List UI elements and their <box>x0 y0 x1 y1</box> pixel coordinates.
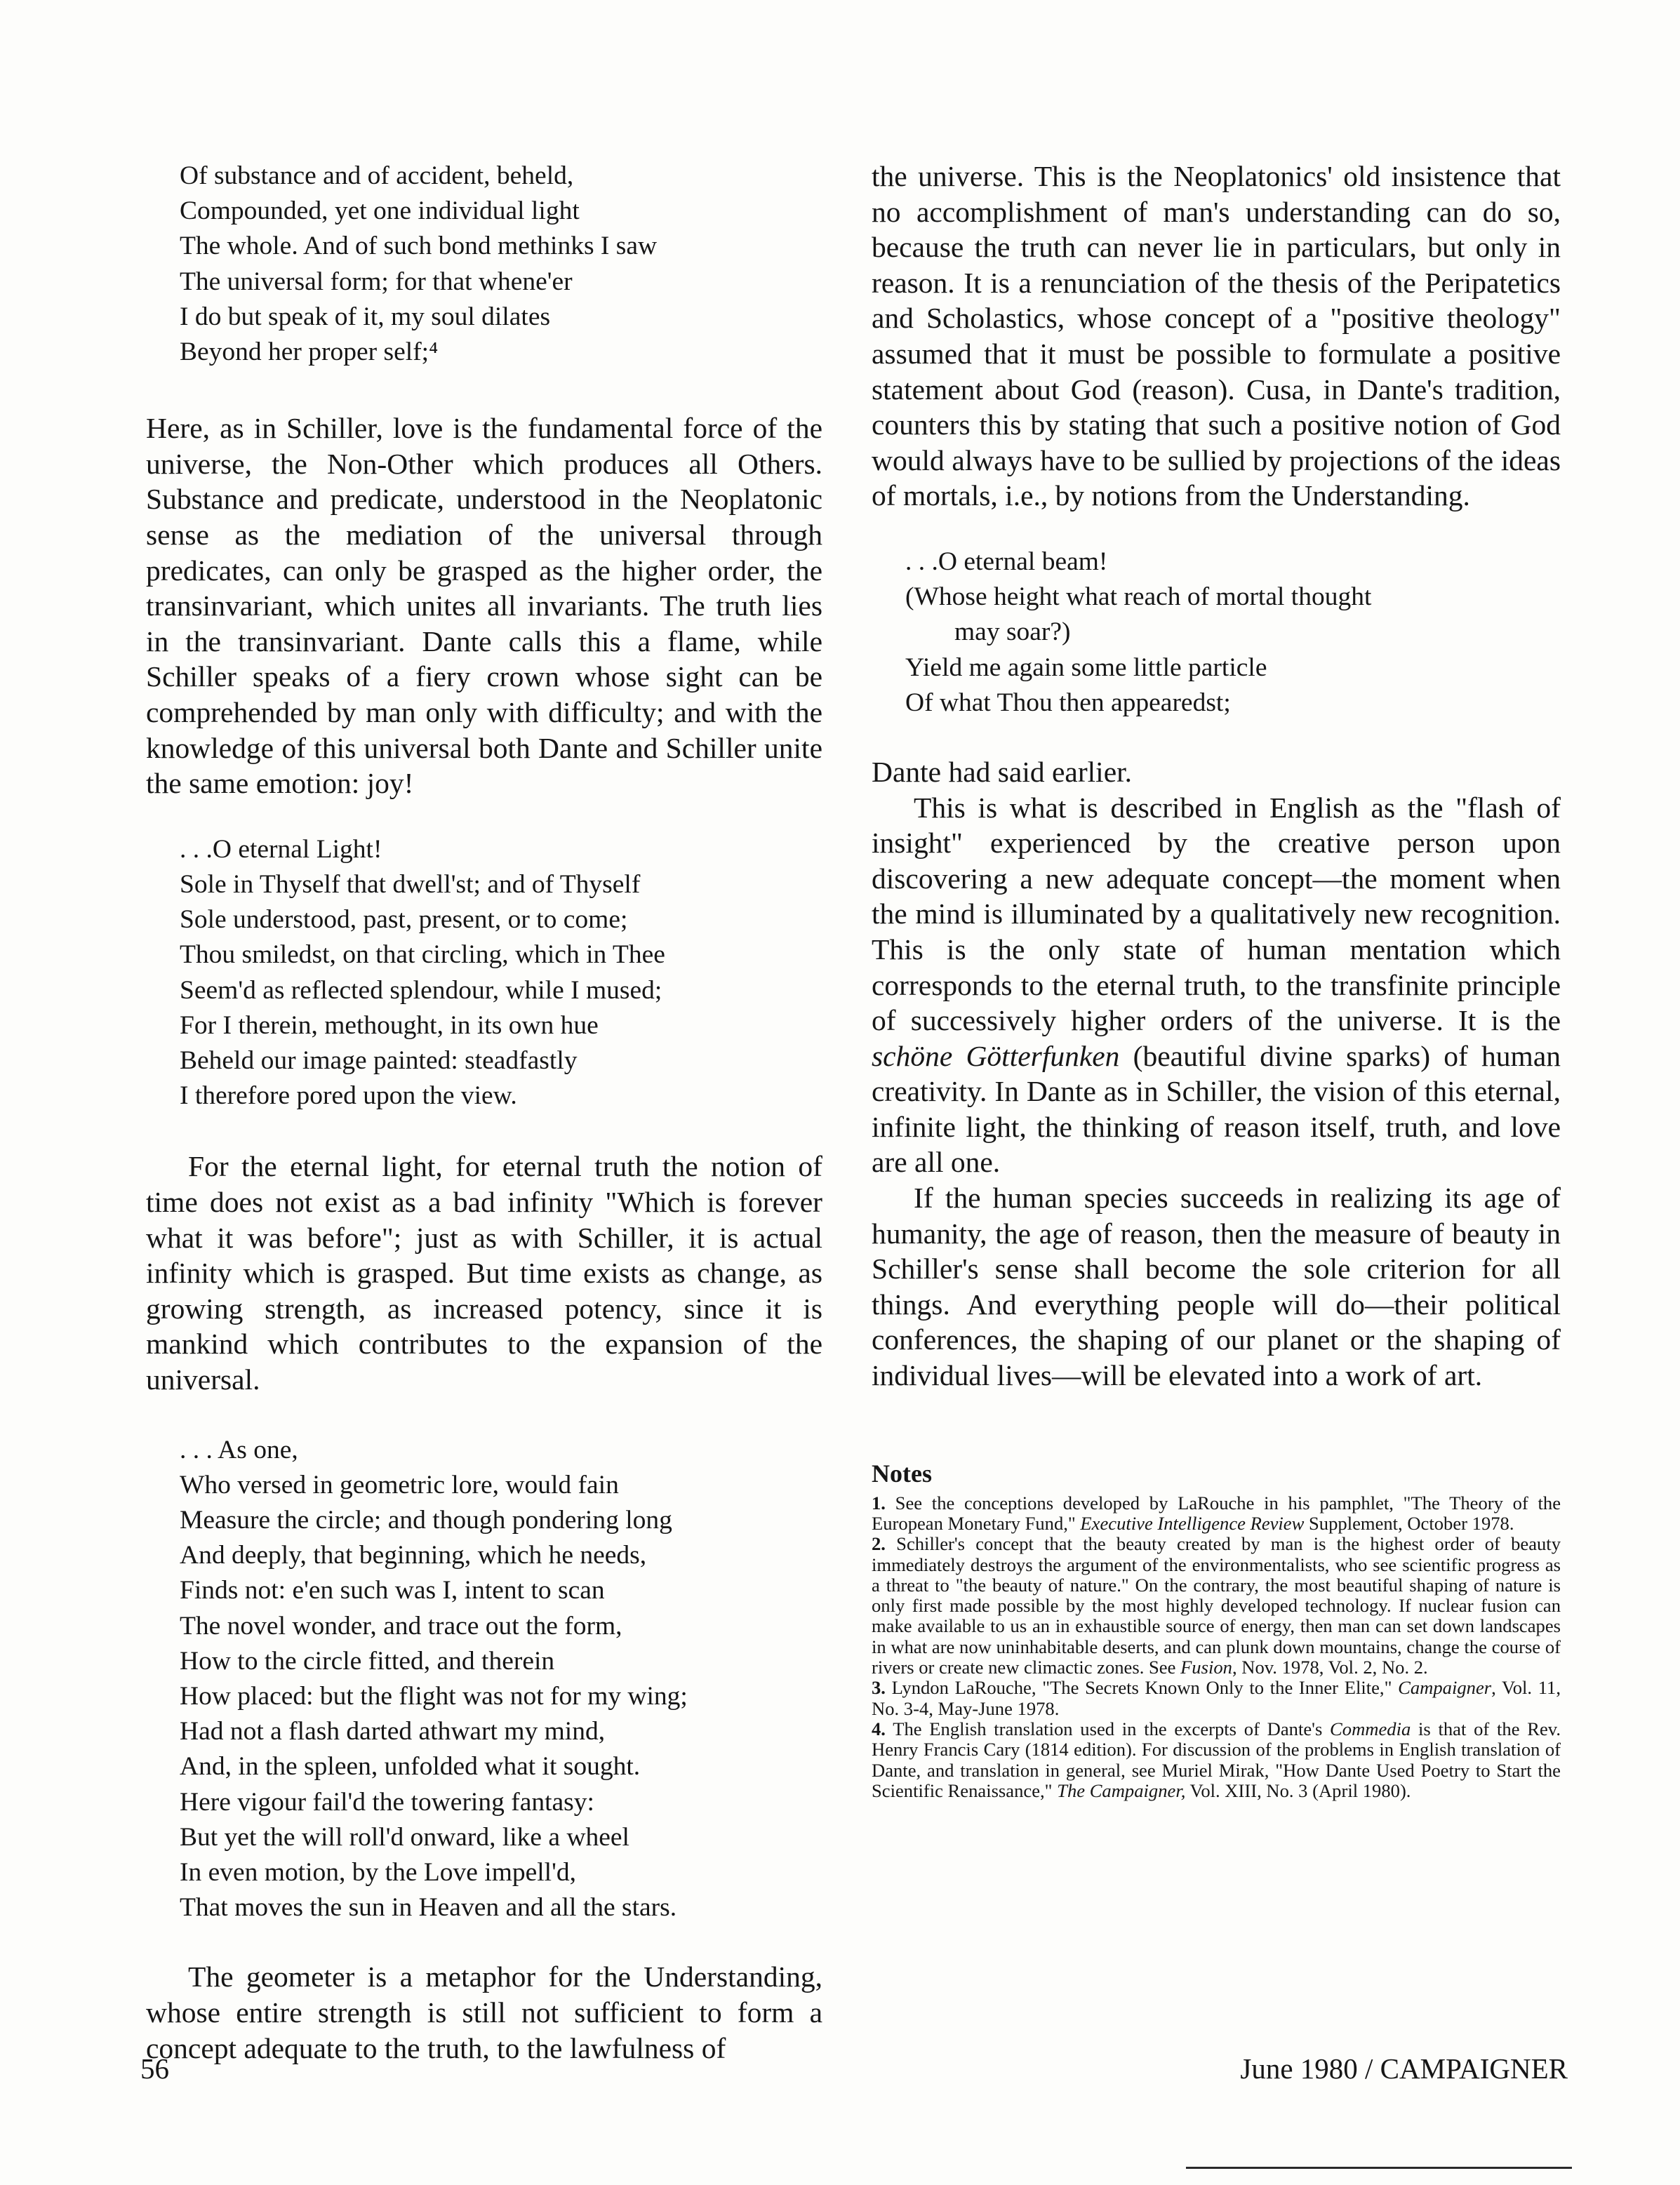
footnote-text: is that of the Rev. Henry Francis Cary (1814 edition). For discussion of the problems in English translation of Dante, and translation in general, see Muriel Mirak, "How Dante Used Poetry to Start the Scientific Renaissance," <box>872 1718 1561 1801</box>
verse-line: Yield me again some little particle <box>905 653 1267 682</box>
verse-line: Compounded, yet one individual light <box>180 196 580 226</box>
verse-excerpt-4 <box>872 544 1561 721</box>
verse-line: Finds not: e'en such was I, intent to scan <box>180 1576 605 1605</box>
left-column <box>146 159 822 2066</box>
paragraph-text: This is what is described in English as the "flash of insight" experienced by the creative person upon discovering a new adequate concept—the moment when the mind is illuminated by a qualitatively new recognition. This is the only state of human mentation which corresponds to the eternal truth, to the transfinite principle of successively higher orders of the universe. It is the <box>872 791 1561 1037</box>
verse-line: How placed: but the flight was not for my wing; <box>180 1681 688 1711</box>
paragraph-text: (beautiful divine sparks) of human creativity. In Dante as in Schiller, the vision of this eternal, infinite light, the thinking of reason itself, truth, and love are all one. <box>872 1039 1561 1179</box>
verse-line: The novel wonder, and trace out the form, <box>180 1611 622 1641</box>
verse-line: Thou smiledst, on that circling, which in Thee <box>180 940 665 970</box>
footnote-title: Executive Intelligence Review <box>1080 1512 1305 1534</box>
footnote-text: Schiller's concept that the beauty created by man is the highest order of beauty immediately destroys the argument of the environmentalists, who see scientific progress as a threat to "the beauty of nature." On the contrary, the most beautiful shaping of nature is only first made possible by the most highly developed technology. If nuclear fusion can make available to us an in exhaustible source of energy, then man can set down landscapes in what are now uninhabitable deserts, and can plunk down mountains, change the course of rivers or create new climactic zones. See <box>872 1533 1561 1678</box>
issue-footer: June 1980 / CAMPAIGNER <box>1240 2052 1568 2085</box>
verse-line: . . .O eternal beam! <box>905 547 1108 576</box>
verse-line: In even motion, by the Love impell'd, <box>180 1857 576 1887</box>
verse-line: . . .O eternal Light! <box>180 834 382 864</box>
right-column <box>872 159 1561 1801</box>
body-paragraph: the universe. This is the Neoplatonics' old insistence that no accomplishment of man's understanding can do so, because the truth can never lie in particulars, but only in reason. It is a renunciation of the thesis of the Peripatetics and Scholastics, whose concept of a "positive theology" assumed that it must be possible to formulate a positive statement about God (reason). Cusa, in Dante's tradition, counters this by stating that such a positive notion of God would always have to be sullied by projections of the ideas of mortals, i.e., by notions from the Understanding. <box>872 160 1561 512</box>
verse-line: Who versed in geometric lore, would fain <box>180 1470 619 1499</box>
footnote-2 <box>872 1534 1561 1678</box>
footnote-number: 4. <box>872 1718 886 1739</box>
verse-line: And, in the spleen, unfolded what it sought. <box>180 1752 641 1782</box>
footnote-number: 1. <box>872 1492 886 1514</box>
footnote-1 <box>872 1493 1561 1535</box>
verse-line: For I therein, methought, in its own hue <box>180 1010 599 1040</box>
body-paragraph: Here, as in Schiller, love is the fundamental force of the universe, the Non-Other which produces all Others. Substance and predicate, understood in the Neoplatonic sense as the mediation of the universal through predicates, can only be grasped as the higher order, the transinvariant, which unites all invariants. The truth lies in the transinvariant. Dante calls this a flame, while Schiller speaks of a fiery crown whose sight can be comprehended by man only with difficulty; and with the knowledge of this universal both Dante and Schiller unite the same emotion: joy! <box>146 412 822 800</box>
footnote-text: The English translation used in the excerpts of Dante's <box>885 1718 1331 1739</box>
verse-line: . . . As one, <box>180 1435 298 1464</box>
verse-line: (Whose height what reach of mortal thought <box>905 582 1372 612</box>
footer-rule <box>1186 2167 1572 2169</box>
verse-line: I therefore pored upon the view. <box>180 1081 517 1111</box>
german-phrase: schöne Götterfunken <box>872 1039 1120 1072</box>
footnote-text: , Vol. 11, No. 3-4, May-June 1978. <box>872 1677 1561 1719</box>
verse-line: Beheld our image painted: steadfastly <box>180 1045 578 1075</box>
footnote-text: Lyndon LaRouche, "The Secrets Known Only to the Inner Elite," <box>885 1677 1399 1699</box>
verse-excerpt-2 <box>146 832 822 1114</box>
body-paragraph: For the eternal light, for eternal truth the notion of time does not exist as a bad infinity "Which is forever what it was before"; just as with Schiller, it is actual infinity which is grasped. But time exists as change, as growing strength, as increased potency, since it is mankind which contributes to the expansion of the universal. <box>146 1150 822 1396</box>
footnote-text: , Nov. 1978, Vol. 2, No. 2. <box>1232 1657 1428 1678</box>
footnote-title: The Campaigner, <box>1057 1779 1186 1801</box>
footnote-text: Vol. XIII, No. 3 (April 1980). <box>1185 1779 1411 1801</box>
notes-heading: Notes <box>872 1459 932 1488</box>
footnote-title: Commedia <box>1330 1718 1411 1739</box>
verse-line: The whole. And of such bond methinks I saw <box>180 232 658 261</box>
verse-line: Of what Thou then appearedst; <box>905 688 1231 717</box>
verse-line: Of substance and of accident, beheld, <box>180 161 574 190</box>
verse-line: Measure the circle; and though pondering long <box>180 1505 672 1535</box>
footnote-text: See the conceptions developed by LaRouche in his pamphlet, "The Theory of the European Monetary Fund," <box>872 1492 1561 1534</box>
footnote-4 <box>872 1719 1561 1801</box>
body-paragraph: The geometer is a metaphor for the Understanding, whose entire strength is still not sufficient to form a concept adequate to the truth, to the lawfulness of <box>146 1960 822 2064</box>
verse-line: Seem'd as reflected splendour, while I mused; <box>180 975 662 1005</box>
footnote-3 <box>872 1678 1561 1719</box>
verse-line: The universal form; for that whene'er <box>180 267 573 296</box>
verse-line: I do but speak of it, my soul dilates <box>180 302 551 331</box>
verse-line: Sole understood, past, present, or to come; <box>180 905 628 935</box>
verse-excerpt-3 <box>146 1433 822 1926</box>
body-paragraph: Dante had said earlier. <box>872 755 1133 788</box>
verse-line: may soar?) <box>954 617 1071 647</box>
verse-line: But yet the will roll'd onward, like a wheel <box>180 1822 629 1852</box>
footnote-text: Supplement, October 1978. <box>1304 1512 1514 1534</box>
footnote-title: Fusion <box>1180 1657 1232 1678</box>
verse-line: That moves the sun in Heaven and all the stars. <box>180 1893 677 1923</box>
body-paragraph: If the human species succeeds in realizing its age of humanity, the age of reason, then the measure of beauty in Schiller's sense shall become the sole criterion for all things. And everything people will do—their political conferences, the shaping of our planet or the shaping of individual lives—will be elevated into a work of art. <box>872 1182 1561 1392</box>
verse-line: Here vigour fail'd the towering fantasy: <box>180 1787 594 1817</box>
verse-line: Had not a flash darted athwart my mind, <box>180 1717 606 1746</box>
verse-line: Beyond her proper self;⁴ <box>180 338 439 367</box>
page-number: 56 <box>140 2052 169 2085</box>
body-paragraph <box>872 790 1561 1181</box>
verse-line: And deeply, that beginning, which he needs, <box>180 1541 647 1570</box>
footnote-number: 3. <box>872 1677 886 1699</box>
verse-excerpt-1 <box>146 159 822 370</box>
footnote-number: 2. <box>872 1533 886 1555</box>
footnote-title: Campaigner <box>1398 1677 1492 1699</box>
verse-line: How to the circle fitted, and therein <box>180 1646 555 1676</box>
verse-line: Sole in Thyself that dwell'st; and of Thyself <box>180 869 641 899</box>
